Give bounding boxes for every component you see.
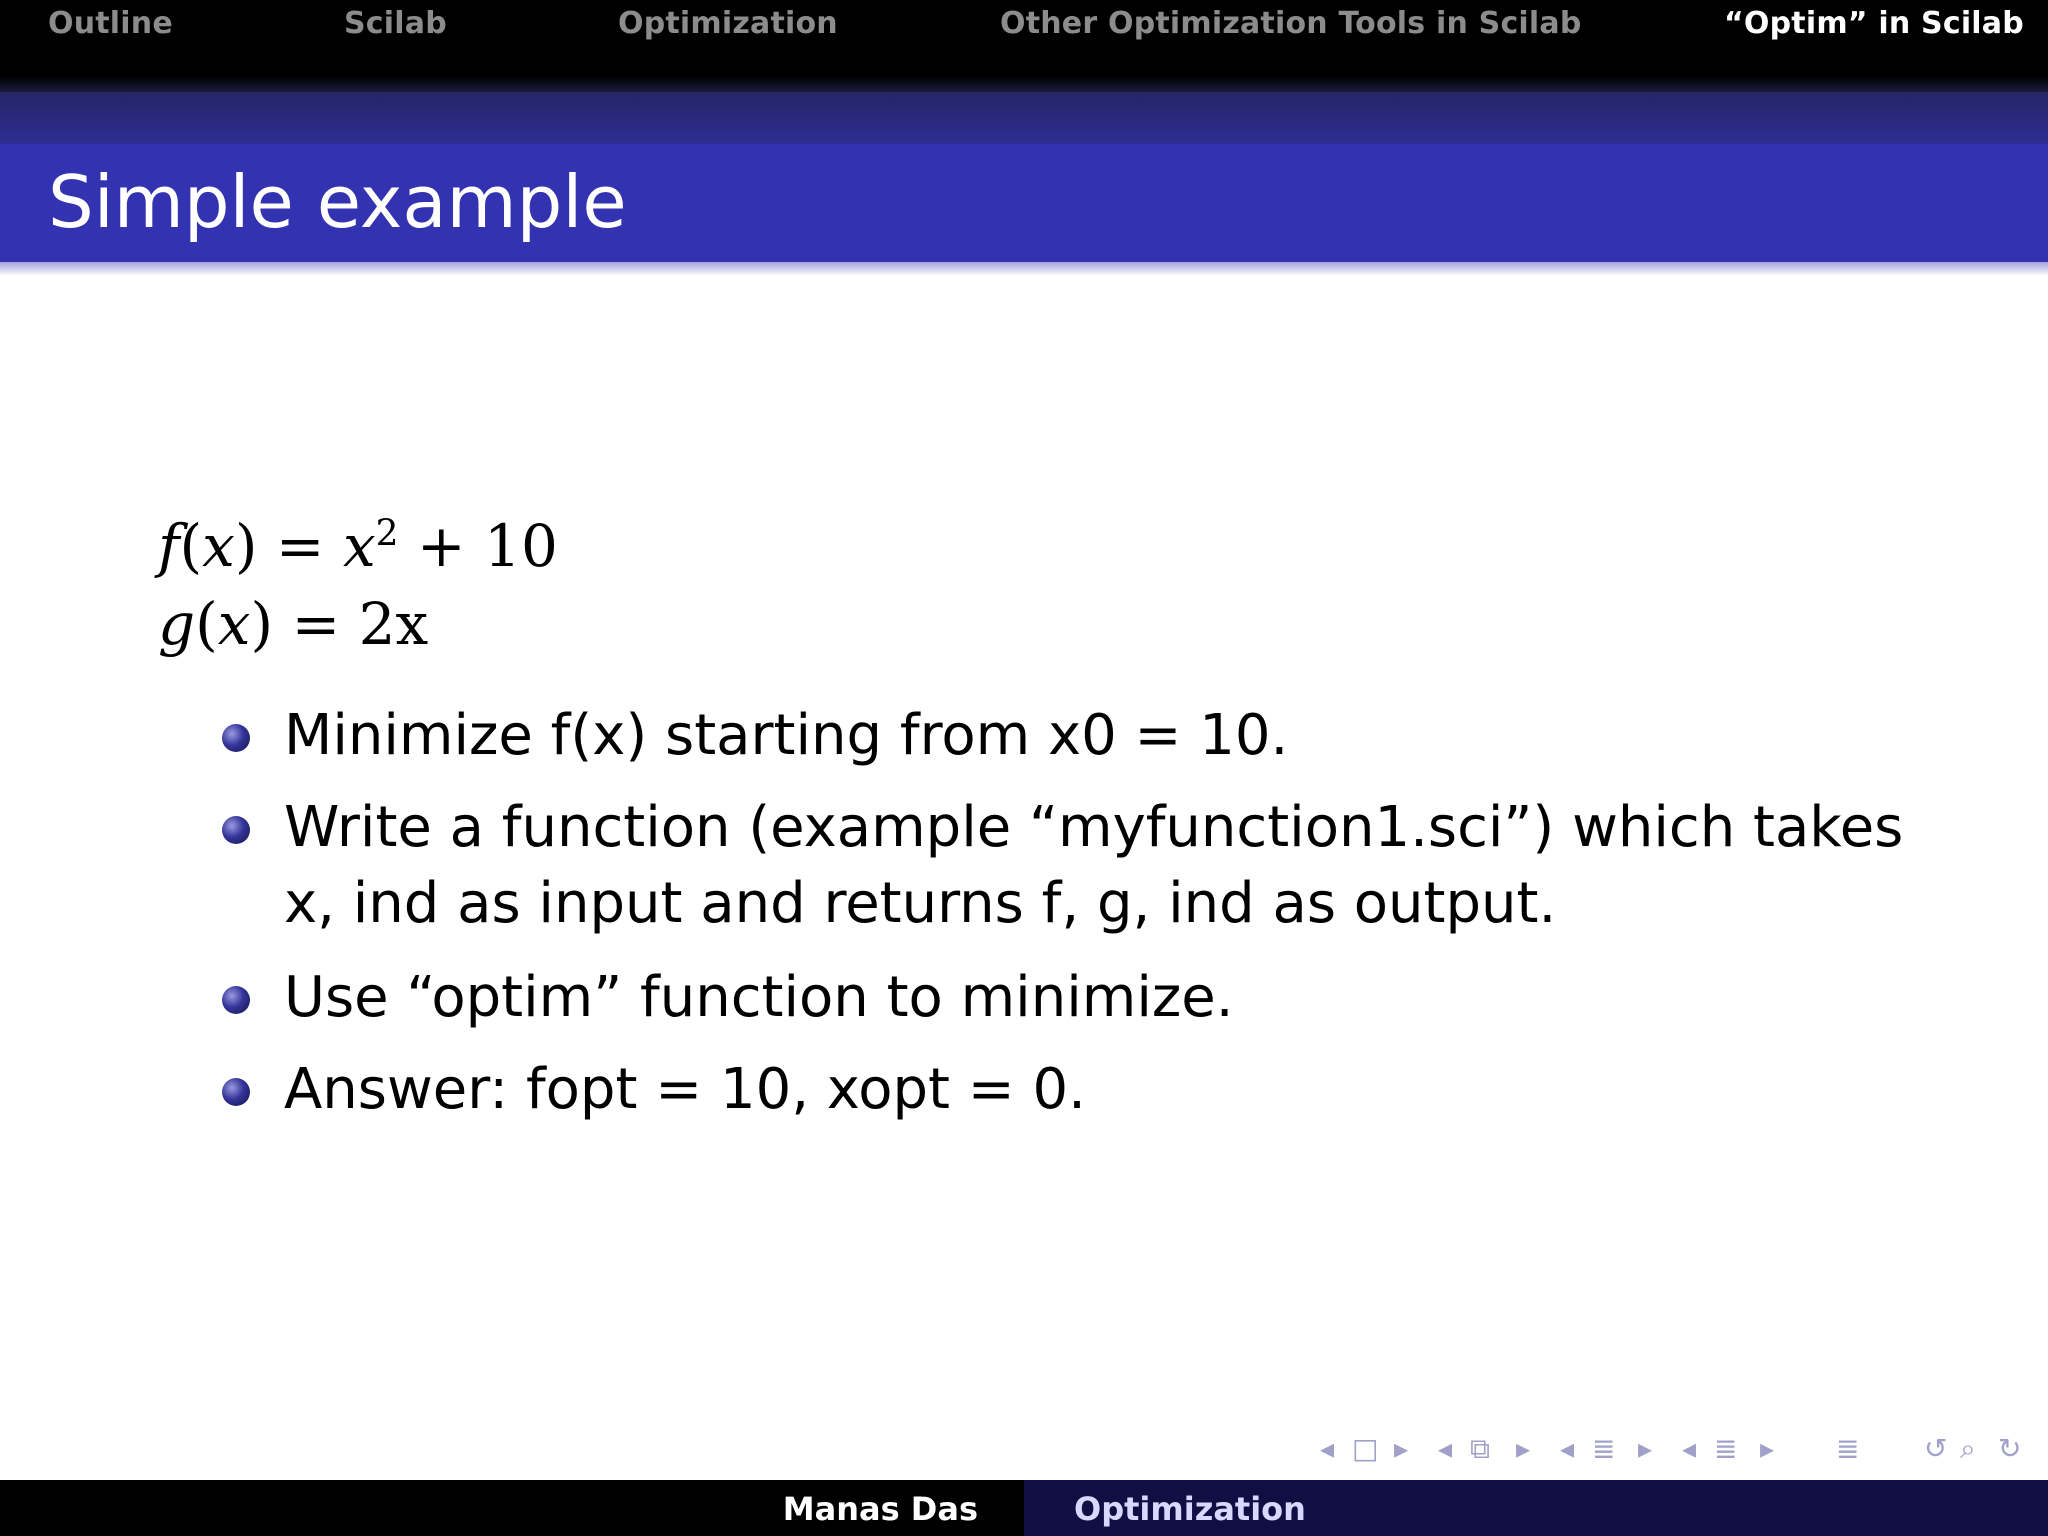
slide-icon[interactable]: ≣ (1714, 1432, 1738, 1465)
prev-section-icon[interactable]: ◂ (1560, 1432, 1575, 1465)
equation-f-rhs-base: x (342, 512, 376, 580)
footer-short-title: Optimization (1074, 1490, 1306, 1528)
equation-g-arg: x (217, 590, 251, 658)
bullet-marker-3 (222, 986, 250, 1014)
bullet-marker-1 (222, 724, 250, 752)
nav-item-outline[interactable]: Outline (48, 6, 173, 41)
undo-icon[interactable]: ↺ (1924, 1432, 1948, 1465)
search-icon[interactable]: ⌕ (1960, 1432, 1976, 1465)
redo-icon[interactable]: ↻ (1998, 1432, 2022, 1465)
prev-slide-icon[interactable]: ◂ (1682, 1432, 1697, 1465)
bullet-3: Use “optim” function to minimize. (284, 965, 1234, 1030)
bullet-marker-2 (222, 816, 250, 844)
section-icon[interactable]: ≣ (1592, 1432, 1616, 1465)
equation-f-fn: f (158, 512, 180, 580)
prev-frame-icon[interactable]: ◂ (1320, 1432, 1335, 1465)
next-subsection-icon[interactable]: ▸ (1516, 1432, 1531, 1465)
equation-g-rhs: 2x (358, 590, 429, 658)
footer-author: Manas Das (782, 1490, 978, 1528)
bullet-2-line-1: Write a function (example “myfunction1.sci”) which takes (284, 795, 1904, 860)
equation-f-exponent: 2 (375, 513, 399, 555)
nav-item-optim-in-scilab[interactable]: “Optim” in Scilab (1724, 6, 2024, 41)
bullet-1: Minimize f(x) starting from x0 = 10. (284, 703, 1289, 768)
next-section-icon[interactable]: ▸ (1638, 1432, 1653, 1465)
nav-item-other-optimization-tools[interactable]: Other Optimization Tools in Scilab (1000, 6, 1582, 41)
footer-author-panel (0, 1480, 1024, 1536)
section-navigation-bar (0, 0, 2048, 92)
next-slide-icon[interactable]: ▸ (1760, 1432, 1775, 1465)
equation-f-arg: x (202, 512, 235, 580)
equation-g-fn: g (158, 590, 196, 658)
next-frame-icon[interactable]: ▸ (1394, 1432, 1409, 1465)
frame-icon[interactable]: □ (1352, 1432, 1379, 1465)
bullet-marker-4 (222, 1078, 250, 1106)
frame-title: Simple example (48, 160, 627, 244)
nav-item-optimization[interactable]: Optimization (618, 6, 838, 41)
equation-g: g(x) = 2x (158, 590, 429, 658)
bullet-2-line-2: x, ind as input and returns f, g, ind as output. (284, 871, 1557, 936)
header-band (0, 92, 2048, 144)
nav-item-scilab[interactable]: Scilab (344, 6, 447, 41)
prev-subsection-icon[interactable]: ◂ (1438, 1432, 1453, 1465)
equation-f-rhs-rest: + 10 (398, 512, 558, 580)
subsection-icon[interactable]: ⧉ (1470, 1432, 1490, 1465)
equation-f: $f(x) = x^2 + 10$ (158, 512, 558, 580)
footer-title-panel (1024, 1480, 2048, 1536)
bullet-4: Answer: fopt = 10, xopt = 0. (284, 1057, 1086, 1122)
toc-icon[interactable]: ≣ (1836, 1432, 1860, 1465)
title-bar-shadow (0, 262, 2048, 276)
